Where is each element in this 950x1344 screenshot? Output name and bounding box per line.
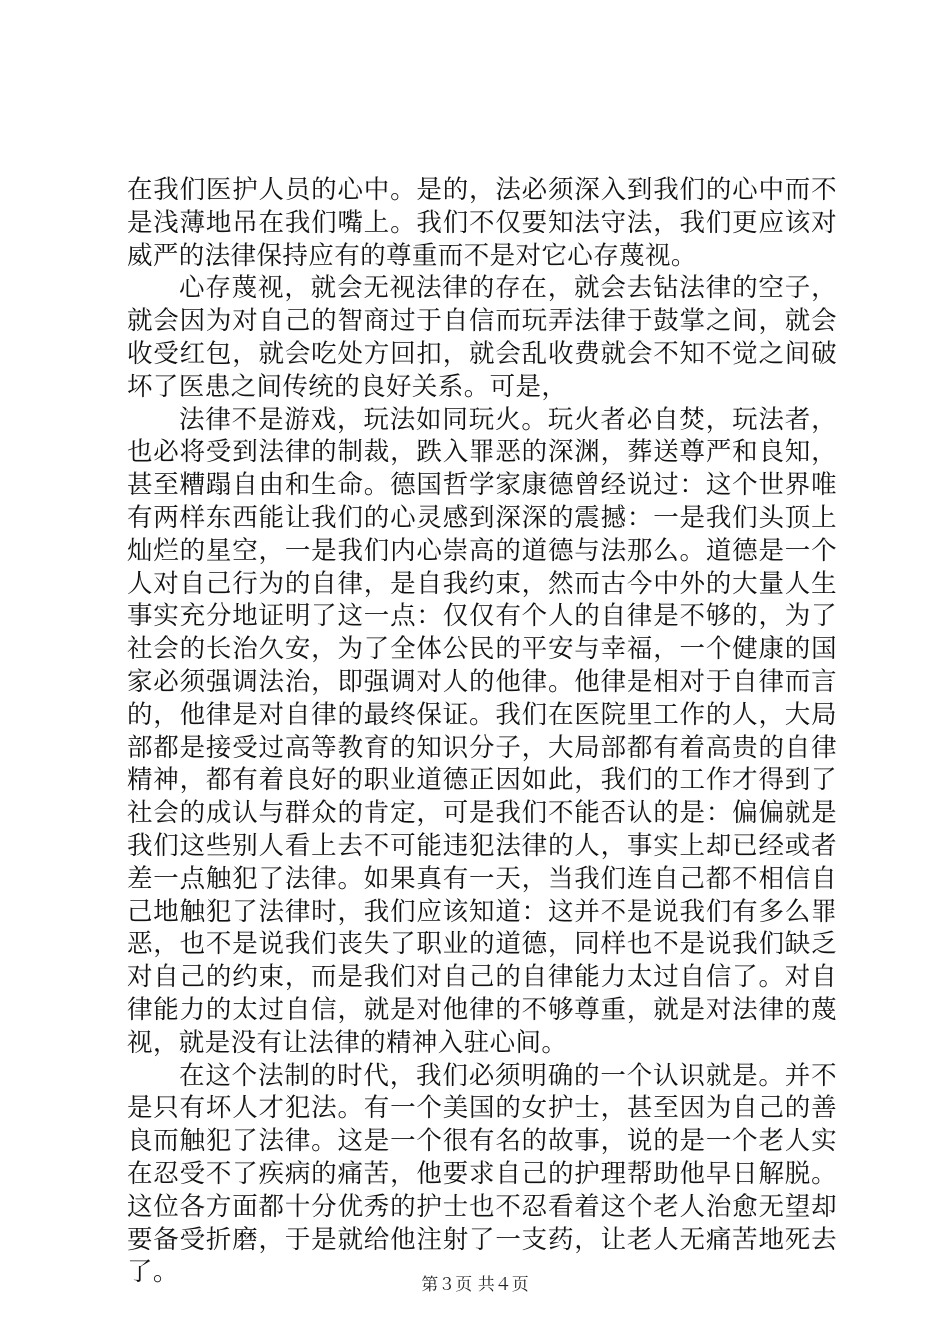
page-number-footer: 第３页 共４页 <box>421 1275 529 1295</box>
paragraph-2: 心存蔑视，就会无视法律的存在，就会去钻法律的空子，就会因为对自己的智商过于自信而玩弄法律于鼓掌之间，就会收受红包，就会吃处方回扣，就会乱收费就会不知不觉之间破坏了医患之间传统的良好关系。可是， <box>127 273 837 402</box>
paragraph-3: 法律不是游戏，玩法如同玩火。玩火者必自焚，玩法者，也必将受到法律的制裁，跌入罪恶的深渊，葬送尊严和良知，甚至糟蹋自由和生命。德国哲学家康德曾经说过：这个世界唯有两样东西能让我们的心灵感到深深的震撼：一是我们头顶上灿烂的星空，一是我们内心崇高的道德与法那么。道德是一个人对自己行为的自律，是自我约束，然而古今中外的大量人生事实充分地证明了这一点：仅仅有个人的自律是不够的，为了社会的长治久安，为了全体公民的平安与幸福，一个健康的国家必须强调法治，即强调对人的他律。他律是相对于自律而言的，他律是对自律的最终保证。我们在医院里工作的人，大局部都是接受过高等教育的知识分子，大局部都有着高贵的自律精神，都有着良好的职业道德正因如此，我们的工作才得到了社会的成认与群众的肯定，可是我们不能否认的是：偏偏就是我们这些别人看上去不可能违犯法律的人，事实上却已经或者差一点触犯了法律。如果真有一天，当我们连自己都不相信自己地触犯了法律时，我们应该知道：这并不是说我们有多么罪恶，也不是说我们丧失了职业的道德，同样也不是说我们缺乏对自己的约束，而是我们对自己的自律能力太过自信了。对自律能力的太过自信，就是对他律的不够尊重，就是对法律的蔑视，就是没有让法律的精神入驻心间。 <box>127 404 837 1058</box>
document-body <box>127 174 837 1289</box>
paragraph-4: 在这个法制的时代，我们必须明确的一个认识就是。并不是只有坏人才犯法。有一个美国的女护士，甚至因为自己的善良而触犯了法律。这是一个很有名的故事，说的是一个老人实在忍受不了疾病的痛苦，他要求自己的护理帮助他早日解脱。这位各方面都十分优秀的护士也不忍看着这个老人治愈无望却要备受折磨，于是就给他注射了一支药，让老人无痛苦地死去了。 <box>127 1060 837 1288</box>
paragraph-1: 在我们医护人员的心中。是的，法必须深入到我们的心中而不是浅薄地吊在我们嘴上。我们不仅要知法守法，我们更应该对威严的法律保持应有的尊重而不是对它心存蔑视。 <box>127 175 837 271</box>
